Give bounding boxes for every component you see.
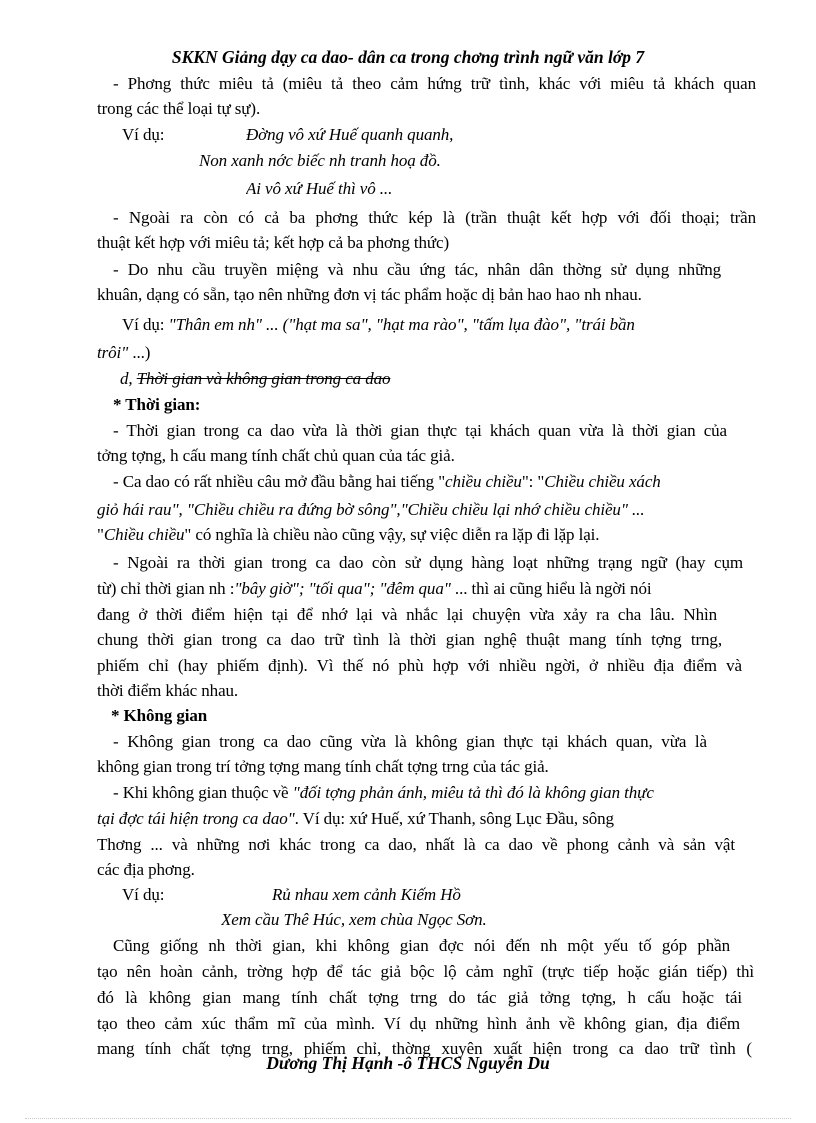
text-line: thời điểm khác nhau. — [97, 681, 239, 700]
text-line: tạo nên hoàn cảnh, trờng hợp để tác giả bộc lộ cảm nghĩ (trực tiếp hoặc gián tiếp) thì — [97, 962, 754, 981]
poem-line: Đờng vô xứ Huế quanh quanh, — [246, 125, 454, 144]
section-heading: d, Thời gian và không gian trong ca dao — [120, 369, 391, 388]
text-line: - Thời gian trong ca dao vừa là thời gian thực tại khách quan vừa là thời gian của — [113, 421, 727, 440]
page-header: SKKN Giảng dạy ca dao- dân ca trong chơng trình ngữ văn lớp 7 — [171, 47, 645, 67]
poem-line: Rủ nhau xem cảnh Kiếm Hồ — [272, 885, 461, 904]
text-line: giỏ hái rau", "Chiều chiều ra đứng bờ sông","Chiều chiều lại nhớ chiều chiều" ... — [97, 500, 645, 519]
text-line: "Chiều chiều" có nghĩa là chiều nào cũng vậy, sự việc diễn ra lặp đi lặp lại. — [97, 525, 600, 544]
text-line: khuân, dạng có sẵn, tạo nên những đơn vị tác phẩm hoặc dị bản hao hao nh nhau. — [97, 285, 642, 304]
text-line: thuật kết hợp với miêu tả; kết hợp cả ba phơng thức) — [97, 233, 450, 252]
text-line: - Khi không gian thuộc về "đối tợng phản ánh, miêu tả thì đó là không gian thực — [113, 783, 654, 802]
subsection-heading: * Không gian — [111, 706, 208, 725]
text-line: phiếm chỉ (hay phiếm định). Vì thế nó phù hợp với nhiều ngời, ở nhiều địa điểm và — [97, 656, 742, 675]
text-line: tạo theo cảm xúc thẩm mĩ của mình. Ví dụ những hình ảnh về không gian, địa điểm — [97, 1014, 740, 1033]
text-line: Thơng ... và những nơi khác trong ca dao, nhất là ca dao về phong cảnh và sản vật — [97, 835, 735, 854]
text-line: Cũng giống nh thời gian, khi không gian đợc nói đến nh một yếu tố góp phần — [113, 936, 730, 955]
page-footer: Dương Thị Hạnh -ô THCS Nguyễn Du — [266, 1053, 550, 1073]
text-line: không gian trong trí tởng tợng mang tính chất tợng trng của tác giả. — [97, 757, 549, 776]
text-line: - Không gian trong ca dao cũng vừa là không gian thực tại khách quan, vừa là — [113, 732, 707, 751]
page-bottom-rule — [25, 1118, 791, 1119]
text-line: tại đợc tái hiện trong ca dao". Ví dụ: xứ Huế, xứ Thanh, sông Lục Đầu, sông — [97, 809, 614, 828]
text-line: - Ngoài ra còn có cả ba phơng thức kép là (trần thuật kết hợp với đối thoại; trần — [113, 208, 756, 227]
text-line: tởng tợng, h cấu mang tính chất chủ quan của tác giả. — [97, 446, 455, 465]
text-line: - Ngoài ra thời gian trong ca dao còn sử dụng hàng loạt những trạng ngữ (hay cụm — [113, 553, 743, 572]
text-line: các địa phơng. — [97, 860, 195, 879]
poem-line: Ai vô xứ Huế thì vô ... — [246, 179, 393, 198]
example-label: Ví dụ: — [122, 885, 165, 904]
text-line: trong các thể loại tự sự). — [97, 99, 261, 118]
text-line: từ) chỉ thời gian nh :"bây giờ"; "tối qua"; "đêm qua" ... thì ai cũng hiểu là ngời nói — [97, 579, 652, 598]
text-line: - Phơng thức miêu tả (miêu tả theo cảm hứng trữ tình, khác với miêu tả khách quan — [113, 74, 756, 93]
text-line: trôi" ...) — [97, 343, 151, 362]
poem-line: Non xanh nớc biếc nh tranh hoạ đồ. — [199, 151, 441, 170]
text-line: đang ở thời điểm hiện tại để nhớ lại và nhắc lại chuyện vừa xảy ra cha lâu. Nhìn — [97, 605, 717, 624]
text-line: - Ca dao có rất nhiều câu mở đầu bằng hai tiếng "chiều chiều": "Chiều chiều xách — [113, 472, 661, 491]
text-line: mang tính chất tợng trng, phiếm chỉ, thờng xuyên xuất hiện trong ca dao trữ tình ( — [97, 1039, 752, 1058]
text-line: Ví dụ: "Thân em nh" ... ("hạt ma sa", "hạt ma rào", "tấm lụa đào", "trái bần — [122, 315, 635, 334]
poem-line: Xem cầu Thê Húc, xem chùa Ngọc Sơn. — [221, 910, 487, 929]
subsection-heading: * Thời gian: — [113, 395, 201, 414]
text-line: đó là không gian mang tính chất tợng trng do tác giả tởng tợng, h cấu hoặc tái — [97, 988, 742, 1007]
text-line: - Do nhu cầu truyền miệng và nhu cầu ứng tác, nhân dân thờng sử dụng những — [113, 260, 721, 279]
text-line: chung thời gian trong ca dao trữ tình là thời gian nghệ thuật mang tính tợng trng, — [97, 630, 722, 649]
example-label: Ví dụ: — [122, 125, 165, 144]
